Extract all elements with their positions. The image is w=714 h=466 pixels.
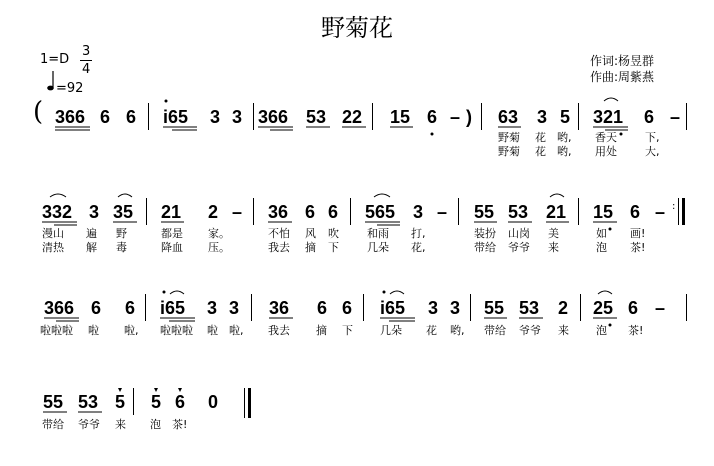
lyric: 花,	[411, 241, 426, 254]
lyric: 啦	[207, 324, 218, 337]
tempo-marking: =92	[56, 81, 84, 96]
note-group: 366	[44, 298, 75, 318]
note: 6	[100, 107, 111, 127]
rest: 0	[208, 392, 219, 412]
note-group: 332	[42, 202, 73, 222]
note-group: 366	[55, 107, 86, 127]
lyric: 下	[342, 324, 353, 337]
lyric: 大,	[645, 145, 660, 158]
note: 6	[427, 107, 438, 127]
lyric: 啦啦啦	[160, 324, 193, 337]
lyric: 吹	[328, 227, 339, 240]
lyric: 带给	[42, 418, 64, 431]
note-group: 53	[508, 202, 529, 222]
note-group: 321	[593, 107, 624, 127]
lyric: 压。	[208, 241, 230, 254]
note: 5	[151, 392, 162, 412]
lyric: 带给	[474, 241, 496, 254]
time-signature-bottom: 4	[82, 62, 91, 77]
lyric: 摘	[316, 324, 327, 337]
note-group: 53	[519, 298, 540, 318]
lyric: 几朵	[367, 241, 389, 254]
note: 3	[413, 202, 424, 222]
note-group: 36	[268, 202, 289, 222]
final-barline-thick	[248, 388, 251, 418]
lyric: 清热	[42, 241, 64, 254]
note: 3	[450, 298, 461, 318]
barline	[363, 294, 364, 321]
lyric: 带给	[484, 324, 506, 337]
dash: –	[450, 107, 461, 127]
composer-credit: 作曲:周紫燕	[590, 70, 655, 84]
note-group: 15	[390, 107, 411, 127]
lyric: 茶!	[628, 324, 644, 337]
note-group: 53	[78, 392, 99, 412]
lyric: 野菊	[498, 131, 520, 144]
lyric: 解	[86, 241, 97, 254]
dash: –	[655, 298, 666, 318]
lyric: 如	[596, 227, 607, 240]
lyric: 风	[305, 227, 316, 240]
barline	[470, 294, 471, 321]
dash: –	[670, 107, 681, 127]
lyric: 下,	[645, 131, 660, 144]
repeat-dots: :	[672, 201, 676, 212]
barline	[253, 198, 254, 225]
barline	[146, 198, 147, 225]
note: 2	[208, 202, 219, 222]
lyric: 啦啦啦	[40, 324, 73, 337]
note: 3	[229, 298, 240, 318]
lyric: 野	[116, 227, 127, 240]
barline	[578, 198, 579, 225]
note-group: 565	[365, 202, 396, 222]
note-group: 35	[113, 202, 134, 222]
lyric: 遍	[86, 227, 97, 240]
note: 3	[428, 298, 439, 318]
barline	[145, 294, 146, 321]
lyric: 花	[535, 145, 546, 158]
note: 3	[207, 298, 218, 318]
lyric: 打,	[411, 227, 426, 240]
note-group: 63	[498, 107, 519, 127]
lyric: 毒	[116, 241, 127, 254]
lyric: 哟,	[557, 131, 572, 144]
lyric: 爷爷	[78, 418, 100, 431]
note: 6	[305, 202, 316, 222]
lyric: 下	[328, 241, 339, 254]
lyric: 用处	[595, 145, 617, 158]
note: 3	[537, 107, 548, 127]
barline	[350, 198, 351, 225]
lyric: 茶!	[172, 418, 188, 431]
lyricist-credit: 作词:杨昱群	[590, 54, 655, 68]
lyric: 野菊	[498, 145, 520, 158]
note-group: 22	[342, 107, 363, 127]
note: 5	[115, 392, 126, 412]
note-group: 366	[258, 107, 289, 127]
note-group: 25	[593, 298, 614, 318]
lyric: 哟,	[557, 145, 572, 158]
note: 6	[91, 298, 102, 318]
barline	[686, 294, 687, 321]
lyric: 香天	[595, 131, 617, 144]
lyric: 泡	[150, 418, 161, 431]
lyric: 都是	[161, 227, 183, 240]
note: 5	[560, 107, 571, 127]
lyric: 家。	[208, 227, 230, 240]
key-signature: 1=D	[40, 52, 70, 67]
lyric: 爷爷	[519, 324, 541, 337]
lyric: 装扮	[474, 227, 496, 240]
closing-parenthesis: )	[466, 107, 472, 127]
barline	[133, 388, 134, 415]
dash: –	[232, 202, 243, 222]
note: 6	[644, 107, 655, 127]
note-group: i65	[160, 298, 186, 318]
note: 6	[342, 298, 353, 318]
lyric: 我去	[268, 324, 290, 337]
note: 2	[558, 298, 569, 318]
note: 6	[175, 392, 186, 412]
lyric: 泡	[596, 324, 607, 337]
note-group: 55	[474, 202, 495, 222]
note-group: 36	[269, 298, 290, 318]
lyric: 美	[548, 227, 559, 240]
barline	[251, 294, 252, 321]
lyric: 漫山	[42, 227, 64, 240]
lyric: 和雨	[367, 227, 389, 240]
note: 6	[328, 202, 339, 222]
note-group: 55	[484, 298, 505, 318]
lyric: 几朵	[380, 324, 402, 337]
note: 6	[630, 202, 641, 222]
lyric: 泡	[596, 241, 607, 254]
note-group: 21	[161, 202, 182, 222]
lyric: 花	[426, 324, 437, 337]
lyric: 哟,	[450, 324, 465, 337]
lyric: 啦,	[124, 324, 139, 337]
lyric: 茶!	[630, 241, 646, 254]
lyric: 来	[548, 241, 559, 254]
opening-parenthesis: (	[33, 97, 44, 127]
lyric: 来	[115, 418, 126, 431]
barline	[458, 198, 459, 225]
lyric: 爷爷	[508, 241, 530, 254]
note: 3	[232, 107, 243, 127]
lyric: 啦	[88, 324, 99, 337]
lyric: 来	[558, 324, 569, 337]
note-group: 55	[43, 392, 64, 412]
note: 6	[126, 107, 137, 127]
dash: –	[437, 202, 448, 222]
lyric: 降血	[161, 241, 183, 254]
song-title: 野菊花	[321, 14, 393, 42]
note-group: 53	[306, 107, 327, 127]
lyric: 山岗	[508, 227, 530, 240]
dash: –	[655, 202, 666, 222]
note-group: 15	[593, 202, 614, 222]
repeat-barline-thin	[678, 198, 679, 225]
note-group: i65	[163, 107, 189, 127]
note: 3	[89, 202, 100, 222]
note: 3	[210, 107, 221, 127]
lyric: 画!	[630, 227, 646, 240]
time-signature-top: 3	[82, 44, 91, 59]
note: 6	[125, 298, 136, 318]
lyric: 啦,	[229, 324, 244, 337]
note-group: i65	[380, 298, 406, 318]
barline	[580, 294, 581, 321]
lyric: 我去	[268, 241, 290, 254]
note: 6	[628, 298, 639, 318]
lyric: 不怕	[268, 227, 290, 240]
note: 6	[317, 298, 328, 318]
lyric: 花	[535, 131, 546, 144]
final-barline-thin	[244, 388, 245, 418]
lyric: 摘	[305, 241, 316, 254]
note-group: 21	[546, 202, 567, 222]
repeat-barline-thick	[682, 198, 685, 225]
